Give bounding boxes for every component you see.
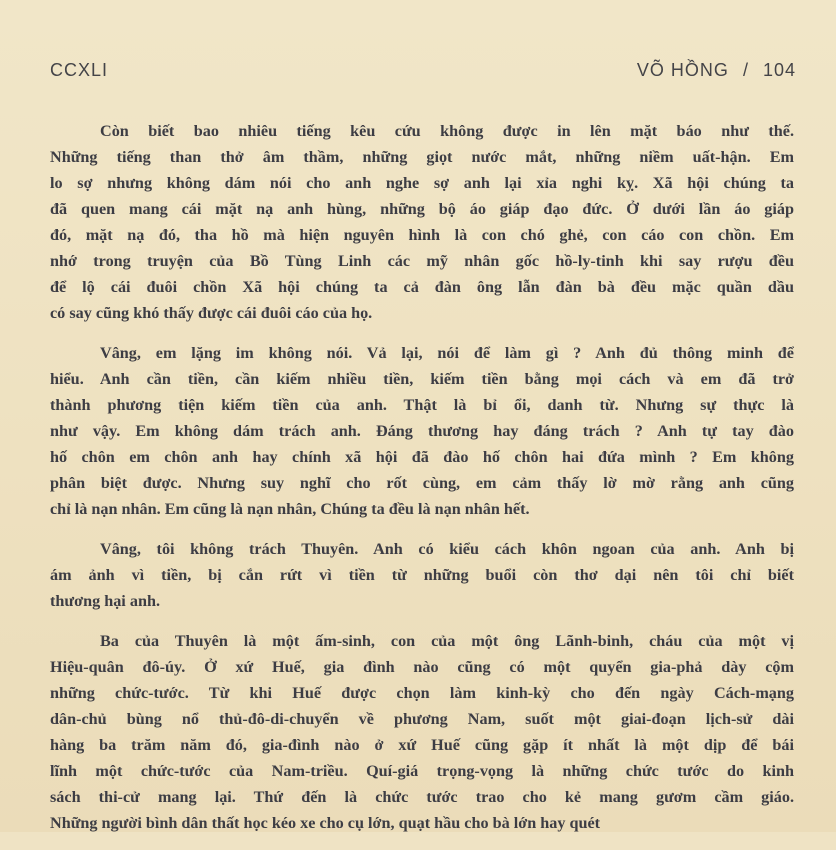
text-line: để lộ cái đuôi chồn Xã hội chúng ta cả đàn ông lẫn đàn bà đều mặc quần dầu [50,278,794,296]
page-header [50,60,796,88]
text-line: đó, mặt nạ đó, tha hồ mà hiện nguyên hình là con chó ghẻ, con cáo con chồn. Em [50,226,794,244]
text-line: ám ảnh vì tiền, bị cắn rứt vì tiền từ những buổi còn thơ dại nên tôi chỉ biết [50,566,794,584]
text-line: thương hại anh. [50,592,161,610]
page-number: 104 [762,60,796,80]
text-line: phân biệt được. Nhưng suy nghĩ cho rốt cùng, em cảm thấy lờ mờ rằng anh cũng [50,474,794,492]
text-line: thành phương tiện kiếm tiền của anh. Thật là bỉ ổi, danh từ. Nhưng sự thực là [50,396,794,414]
text-line: nhớ trong truyện của Bồ Tùng Linh các mỹ nhân gốc hồ-ly-tinh khi say rượu đều [50,252,794,270]
paragraph [50,536,794,614]
text-line: chỉ là nạn nhân. Em cũng là nạn nhân, Chúng ta đều là nạn nhân hết. [50,500,530,518]
text-line: Còn biết bao nhiêu tiếng kêu cứu không được in lên mặt báo như thế. [100,122,794,140]
text-line: hàng ba trăm năm đó, gia-đình nào ở xứ Huế cũng gặp ít nhất là một dịp để bái [50,736,794,754]
text-line: Hiệu-quân đô-úy. Ở xứ Huế, gia đình nào cũng có một quyển gia-phả dày cộm [50,658,794,676]
text-line: như vậy. Em không dám trách anh. Đáng thương hay đáng trách ? Anh tự tay đào [50,422,794,440]
text-line: Những tiếng than thở âm thầm, những giọt nước mắt, những niềm uất-hận. Em [50,148,794,166]
text-line: đã quen mang cái mặt nạ anh hùng, những bộ áo giáp đạo đức. Ở dưới lần áo giáp [50,200,794,218]
text-line: dân-chủ bùng nổ thủ-đô-di-chuyển về phương Nam, suốt một giai-đoạn lịch-sử dài [50,710,794,728]
text-line: hiểu. Anh cần tiền, cần kiếm nhiều tiền, kiếm tiền bằng mọi cách và em đã trở [50,370,794,388]
body-text [50,118,794,850]
text-line: lĩnh một chức-tước của Nam-triều. Quí-giá trọng-vọng là những chức tước do kinh [50,762,794,780]
text-line: có say cũng khó thấy được cái đuôi cáo của họ. [50,304,373,322]
text-line: những chức-tước. Từ khi Huế được chọn làm kinh-kỳ cho đến ngày Cách-mạng [50,684,794,702]
paragraph [50,628,794,836]
header-separator: / [742,60,749,80]
text-line: hố chôn em chôn anh hay chính xã hội đã đào hố chôn hai đứa mình ? Em không [50,448,794,466]
text-line: Những người bình dân thất học kéo xe cho cụ lớn, quạt hầu cho bà lớn hay quét [50,814,601,832]
author-name: VÕ HỒNG [636,60,729,80]
text-line: Vâng, tôi không trách Thuyên. Anh có kiểu cách khôn ngoan của anh. Anh bị [100,540,794,558]
paragraph [50,118,794,326]
text-line: lo sợ nhưng không dám nói cho anh nghe sợ anh lại xỉa nghi kỵ. Xã hội chúng ta [50,174,794,192]
running-head [637,60,796,81]
paragraph [50,340,794,522]
text-line: sách thi-cử mang lại. Thứ đến là chức tước trao cho kẻ mang gươm cầm giáo. [50,788,794,806]
chapter-number: CCXLI [50,60,109,80]
text-line: Ba của Thuyên là một ấm-sinh, con của một ông Lãnh-binh, cháu của một vị [100,632,794,650]
text-line: Vâng, em lặng im không nói. Vả lại, nói để làm gì ? Anh đủ thông minh để [100,344,794,362]
